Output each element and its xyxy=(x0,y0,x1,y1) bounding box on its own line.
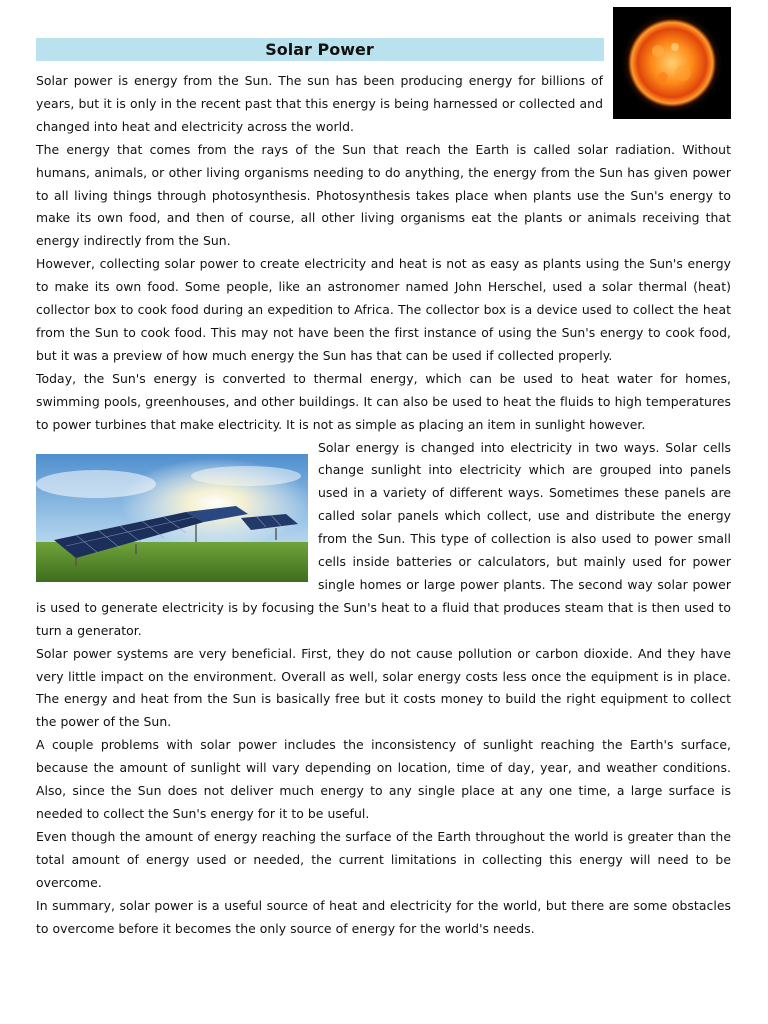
solar-panels-image xyxy=(36,454,308,582)
paragraph-electricity: Solar energy is changed into electricity in two ways. Solar cells change sunlight into electricity which are grouped into panels used in a variety of different ways. Sometimes these panels are called solar panels which collect, use and distribute the energy from the Sun. This type of collection is also used to power small cells inside batteries or calculators, but mainly used for power single homes or large power plants. The second way solar power is used to generate electricity is by focusing the Sun's heat to a fluid that produces steam that is then used to turn a generator. xyxy=(36,439,731,638)
paragraph-benefits: Solar power systems are very beneficial. First, they do not cause pollution or carbon dioxide. And they have very little impact on the environment. Overall as well, solar energy costs less once the equipment is in place. The energy and heat from the Sun is basically free but it costs money to build the right equipment to collect the power of the Sun. xyxy=(36,645,731,730)
paragraph-limitations: Even though the amount of energy reaching the surface of the Earth throughout the world is greater than the total amount of energy used or needed, the current limitations in collecting this energy will need to be overcome. xyxy=(36,828,731,890)
paragraph-radiation: The energy that comes from the rays of the Sun that reach the Earth is called solar radiation. Without humans, animals, or other living organisms needing to do anything, the energy from the Sun has given power to all living things through photosynthesis. Photosynthesis takes place when plants use the Sun's energy to make its own food, and then of course, all other living organisms eat the plants or animals receiving that energy indirectly from the Sun. xyxy=(36,141,731,249)
paragraph-intro: Solar power is energy from the Sun. The sun has been producing energy for billions of years, but it is only in the recent past that this energy is being harnessed or collected and changed into heat and electricity across the world. xyxy=(36,73,603,134)
document-page xyxy=(36,34,731,940)
article-body xyxy=(36,70,731,940)
paragraph-collecting: However, collecting solar power to create electricity and heat is not as easy as plants using the Sun's energy to make its own food. Some people, like an astronomer named John Herschel, used a solar thermal (heat) collector box to cook food during an expedition to Africa. The collector box is a device used to collect the heat from the Sun to cook food. This may not have been the first instance of using the Sun's energy to cook food, but it was a preview of how much energy the Sun has that can be used if collected properly. xyxy=(36,256,731,363)
paragraph-problems: A couple problems with solar power includes the inconsistency of sunlight reaching the Earth's surface, because the amount of sunlight will vary depending on location, time of day, year, and weather conditions. Also, since the Sun does not deliver much energy to any single place at any one time, a large surface is needed to collect the Sun's energy for it to be useful. xyxy=(36,737,731,821)
paragraph-summary: In summary, solar power is a useful source of heat and electricity for the world, but there are some obstacles to overcome before it becomes the only source of energy for the world's needs. xyxy=(36,897,731,936)
sun-image xyxy=(613,7,731,119)
paragraph-thermal: Today, the Sun's energy is converted to thermal energy, which can be used to heat water for homes, swimming pools, greenhouses, and other buildings. It can also be used to heat the fluids to high temperatures to power turbines that make electricity. It is not as simple as placing an item in sunlight however. xyxy=(36,370,731,432)
page-title: Solar Power xyxy=(36,38,604,61)
